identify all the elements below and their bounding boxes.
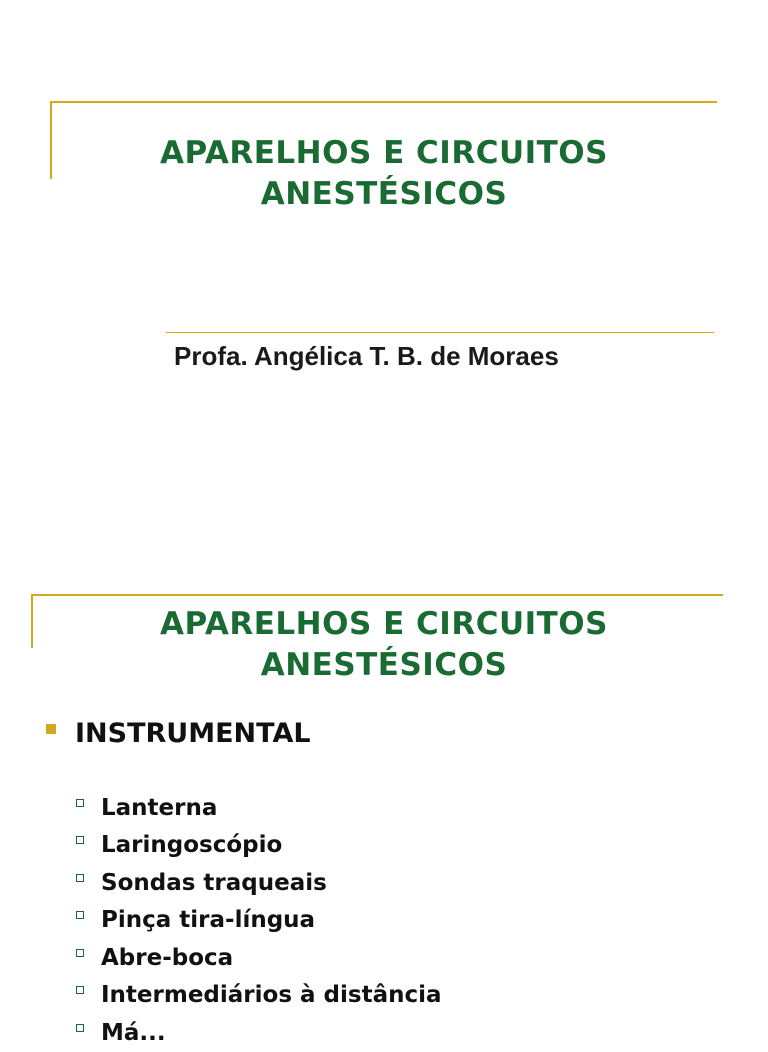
- list-item-label: Sondas traqueais: [101, 869, 327, 896]
- list-item-label: Intermediários à distância: [101, 982, 442, 1009]
- list-item-label: Má...: [101, 1019, 166, 1046]
- title-line-2: ANESTÉSICOS: [260, 647, 508, 683]
- square-bullet-icon: [46, 724, 56, 734]
- instrument-list: [76, 789, 442, 1052]
- title-line-2: ANESTÉSICOS: [260, 176, 508, 212]
- list-item: [76, 864, 442, 902]
- hollow-square-bullet-icon: [76, 949, 84, 957]
- list-item: [76, 1014, 442, 1052]
- list-item: [76, 827, 442, 865]
- slide-title-heading: [0, 133, 768, 215]
- list-item-label: Abre-boca: [101, 944, 234, 971]
- list-item: [76, 977, 442, 1015]
- section-heading: INSTRUMENTAL: [75, 718, 311, 749]
- subtitle-rule: [166, 332, 714, 333]
- section-bullet: [46, 717, 311, 751]
- hollow-square-bullet-icon: [76, 986, 84, 994]
- hollow-square-bullet-icon: [76, 1024, 84, 1032]
- frame-top-rule: [50, 101, 717, 103]
- list-item-label: Laringoscópio: [101, 832, 283, 859]
- title-line-1: APARELHOS E CIRCUITOS: [160, 606, 608, 642]
- presenter-name: Profa. Angélica T. B. de Moraes: [174, 341, 559, 371]
- hollow-square-bullet-icon: [76, 799, 84, 807]
- hollow-square-bullet-icon: [76, 836, 84, 844]
- slide-instrumental: [0, 580, 768, 1046]
- list-item: [76, 902, 442, 940]
- list-item: [76, 789, 442, 827]
- list-item: [76, 939, 442, 977]
- hollow-square-bullet-icon: [76, 874, 84, 882]
- title-line-1: APARELHOS E CIRCUITOS: [160, 135, 608, 171]
- list-item-label: Pinça tira-língua: [101, 907, 316, 934]
- frame-top-rule: [31, 594, 723, 596]
- slide-title-heading: [0, 604, 768, 686]
- hollow-square-bullet-icon: [76, 911, 84, 919]
- list-item-label: Lanterna: [101, 794, 218, 821]
